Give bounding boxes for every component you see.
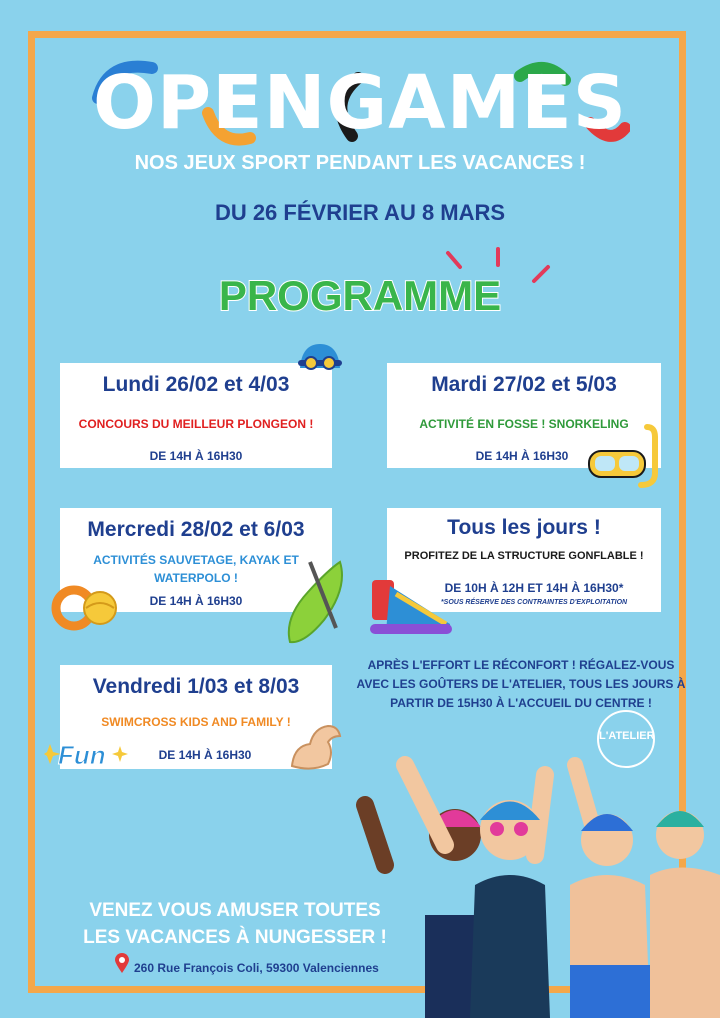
inflatable-slide-icon [366, 574, 456, 636]
card-title: Lundi 26/02 et 4/03 [102, 373, 290, 396]
snack-line2: AVEC LES GOÛTERS DE L'ATELIER, TOUS LES JOURS À [356, 677, 686, 691]
card-activity: SWIMCROSS KIDS AND FAMILY ! [101, 715, 291, 729]
card-activity-line2: WATERPOLO ! [154, 571, 238, 585]
card-title: Tous les jours ! [447, 516, 601, 539]
snack-line3: PARTIR DE 15H30 À L'ACCUEIL DU CENTRE ! [390, 696, 652, 710]
location-pin-icon [115, 953, 129, 973]
card-note: *SOUS RÉSERVE DES CONTRAINTES D'EXPLOITATION [440, 599, 628, 606]
opengames-logo [90, 58, 630, 148]
snack-line1: APRÈS L'EFFORT LE RÉCONFORT ! RÉGALEZ-VOUS [367, 658, 675, 672]
card-title: Vendredi 1/03 et 8/03 [92, 675, 300, 698]
card-activity: ACTIVITÉ EN FOSSE ! SNORKELING [419, 417, 629, 431]
card-title: Mardi 27/02 et 5/03 [431, 373, 617, 396]
subtitle: NOS JEUX SPORT PENDANT LES VACANCES ! [134, 152, 586, 174]
card-activity-line1: ACTIVITÉS SAUVETAGE, KAYAK ET [93, 553, 299, 567]
footer-headline [60, 897, 410, 951]
address: 260 Rue François Coli, 59300 Valenciennes [134, 961, 379, 975]
card-activity: PROFITEZ DE LA STRUCTURE GONFLABLE ! [404, 550, 644, 562]
card-activity: CONCOURS DU MEILLEUR PLONGEON ! [78, 417, 314, 431]
card-lundi [60, 363, 332, 468]
card-time: DE 10H À 12H ET 14H À 16H30* [444, 581, 624, 595]
card-time: DE 14H À 16H30 [149, 449, 243, 463]
card-time: DE 14H À 16H30 [149, 594, 243, 608]
fun-badge [44, 738, 128, 778]
snorkel-mask-icon [585, 423, 665, 491]
atelier-logo-text: L'ATELIER [599, 730, 655, 742]
card-title: Mercredi 28/02 et 6/03 [87, 518, 305, 541]
fun-text: Fun [58, 740, 106, 770]
kayak-icon [284, 558, 348, 650]
programme-heading: PROGRAMME [218, 272, 502, 319]
logo-text: OPENGAMES [92, 60, 628, 146]
footer-line2: LES VACANCES À NUNGESSER ! [83, 927, 387, 948]
card-time: DE 14H À 16H30 [475, 449, 569, 463]
swim-cap-goggles-icon [296, 340, 344, 376]
lifebuoy-ball-icon [50, 578, 122, 634]
snack-info [356, 656, 686, 713]
event-dates: DU 26 FÉVRIER AU 8 MARS [214, 200, 506, 225]
kids-photo [345, 735, 720, 1018]
flexed-arm-icon [288, 722, 346, 772]
card-time: DE 14H À 16H30 [158, 748, 252, 762]
footer-line1: VENEZ VOUS AMUSER TOUTES [89, 900, 381, 921]
